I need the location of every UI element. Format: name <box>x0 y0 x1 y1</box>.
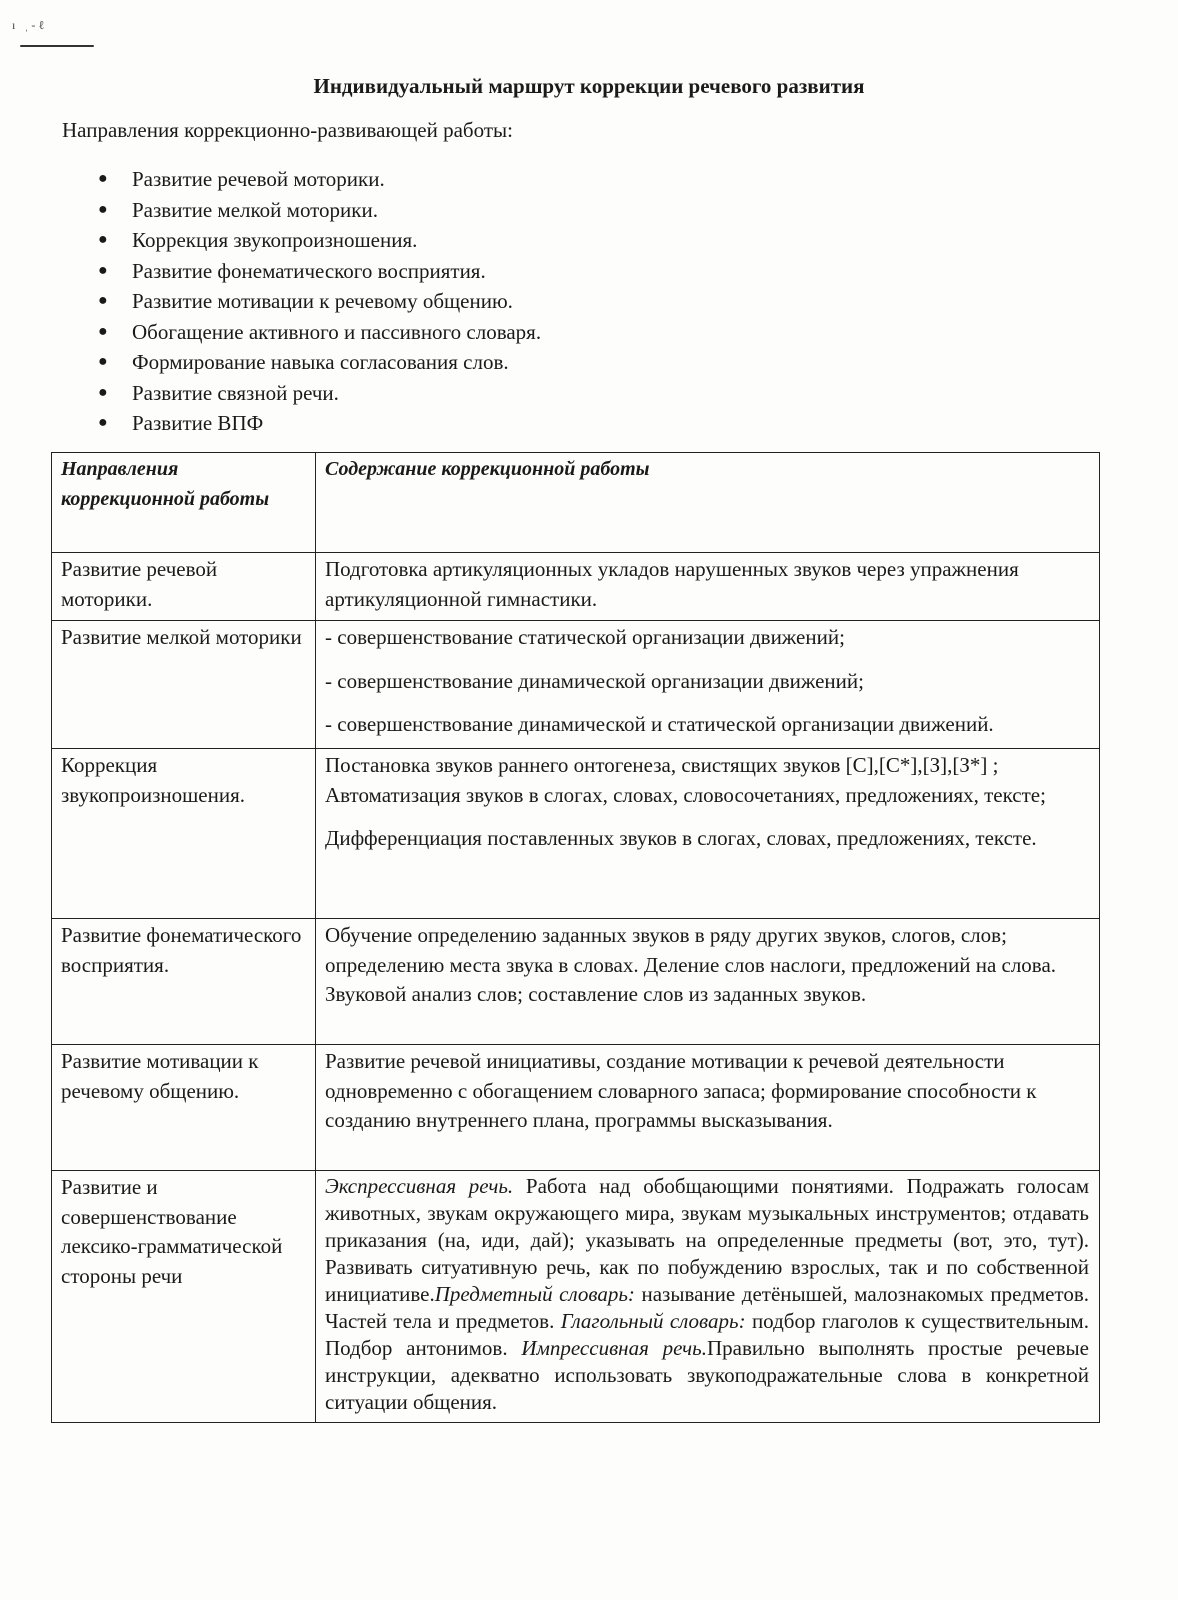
handwritten-underline <box>20 45 94 47</box>
cell-content <box>316 621 1100 749</box>
list-item-text: Развитие фонематического восприятия. <box>132 258 486 283</box>
list-item <box>98 378 541 409</box>
text-segment: называние детёнышей, малознакомых предметов. Частей тела и предметов. <box>325 1282 1089 1333</box>
content-paragraph: Постановка звуков раннего онтогенеза, свистящих звуков [С],[С*],[З],[З*] ; Автоматизация звуков в слогах, словах, словосочетаниях, предложениях, тексте; <box>325 753 1046 807</box>
cell-content <box>316 1171 1100 1423</box>
list-item-text: Развитие мотивации к речевому общению. <box>132 289 513 313</box>
cell-direction: Коррекция звукопроизношения. <box>52 749 316 919</box>
list-item-text: Коррекция звукопроизношения. <box>132 228 418 252</box>
table-row <box>52 919 1100 1045</box>
list-item <box>98 164 541 195</box>
content-paragraph: Обучение определению заданных звуков в ряду других звуков, слогов, слов; определению места звука в словах. Деление слов наслоги, предложений на слова. Звуковой анализ слов; составление слов из заданных звуков. <box>325 923 1057 1006</box>
list-item <box>98 286 541 317</box>
list-item <box>98 225 541 256</box>
bullet-icon: ● <box>98 170 108 187</box>
cell-direction: Развитие и совершенствование лексико-грамматической стороны речи <box>52 1171 316 1423</box>
table-row <box>52 621 1100 749</box>
subheading-impressive-speech: Импрессивная речь. <box>521 1336 707 1360</box>
subheading-expressive-speech: Экспрессивная речь. <box>325 1174 514 1198</box>
list-item-text: Формирование навыка согласования слов. <box>132 350 509 374</box>
bullet-icon: ● <box>98 261 108 279</box>
directions-intro: Направления коррекционно-развивающей работы: <box>62 118 513 142</box>
table-row <box>52 1171 1100 1423</box>
bullet-icon: ● <box>98 414 108 431</box>
content-paragraph: Подготовка артикуляционных укладов нарушенных звуков через упражнения артикуляционной гимнастики. <box>325 557 1019 611</box>
bullet-icon: ● <box>98 200 108 218</box>
table-row <box>52 553 1100 621</box>
header-directions: Направления коррекционной работы <box>52 453 316 553</box>
directions-list <box>62 164 541 439</box>
content-paragraph: Развитие речевой инициативы, создание мотивации к речевой деятельности одновременно с обогащением словарного запаса; формирование способности к созданию внутреннего плана, программы высказывания. <box>325 1049 1037 1132</box>
cell-content <box>316 1045 1100 1171</box>
bullet-icon: ● <box>98 353 108 370</box>
subheading-verb-vocabulary: Глагольный словарь: <box>560 1309 746 1333</box>
bullet-icon: ● <box>98 383 108 401</box>
header-content: Содержание коррекционной работы <box>316 453 1100 553</box>
list-item <box>98 256 541 287</box>
content-paragraph: - совершенствование динамической и статической организации движений. <box>325 712 994 736</box>
cell-direction: Развитие мелкой моторики <box>52 621 316 749</box>
bullet-icon: ● <box>98 292 108 309</box>
content-paragraph: Дифференциация поставленных звуков в слогах, словах, предложениях, тексте. <box>325 826 1037 850</box>
cell-direction: Развитие речевой моторики. <box>52 553 316 621</box>
table-header-row <box>52 453 1100 553</box>
cell-content <box>316 749 1100 919</box>
list-item-text: Развитие ВПФ <box>132 411 264 435</box>
table-row <box>52 1045 1100 1171</box>
list-item-text: Обогащение активного и пассивного словаря. <box>132 319 542 344</box>
cell-content <box>316 553 1100 621</box>
subheading-object-vocabulary: Предметный словарь: <box>434 1282 635 1306</box>
list-item-text: Развитие речевой моторики. <box>132 167 385 191</box>
handwritten-mark: ı ˌ-ℓ <box>12 18 48 32</box>
cell-content <box>316 919 1100 1045</box>
table-row <box>52 749 1100 919</box>
content-paragraph: - совершенствование динамической организации движений; <box>325 668 864 693</box>
bullet-icon: ● <box>98 322 108 340</box>
list-item <box>98 408 541 439</box>
list-item <box>98 347 541 378</box>
list-item-text: Развитие мелкой моторики. <box>132 197 378 222</box>
text-segment: Работа над обобщающими понятиями. Подражать голосам животных, звукам окружающего мира, звукам музыкальных инструментов; отдавать приказания (на, иди, дай); указывать на определенные предметы (вот, это, тут). Развивать ситуативную речь, как по побуждению взрослых, так и по собственной инициативе. <box>325 1174 1089 1306</box>
list-item <box>98 195 541 226</box>
list-item-text: Развитие связной речи. <box>132 380 339 405</box>
correction-work-table <box>51 452 1100 1423</box>
cell-direction: Развитие мотивации к речевому общению. <box>52 1045 316 1171</box>
content-paragraph: - совершенствование статической организации движений; <box>325 625 845 649</box>
list-item <box>98 317 542 348</box>
cell-direction: Развитие фонематического восприятия. <box>52 919 316 1045</box>
text-segment: подбор глаголов к существительным. Подбор антонимов. <box>325 1309 1089 1360</box>
text-segment: Правильно выполнять простые речевые инструкции, адекватно использовать звукоподражательные слова в конкретной ситуации общения. <box>325 1336 1089 1414</box>
content-paragraph-mixed <box>325 1173 1089 1416</box>
document-title: Индивидуальный маршрут коррекции речевого развития <box>313 74 865 98</box>
bullet-icon: ● <box>98 231 108 248</box>
